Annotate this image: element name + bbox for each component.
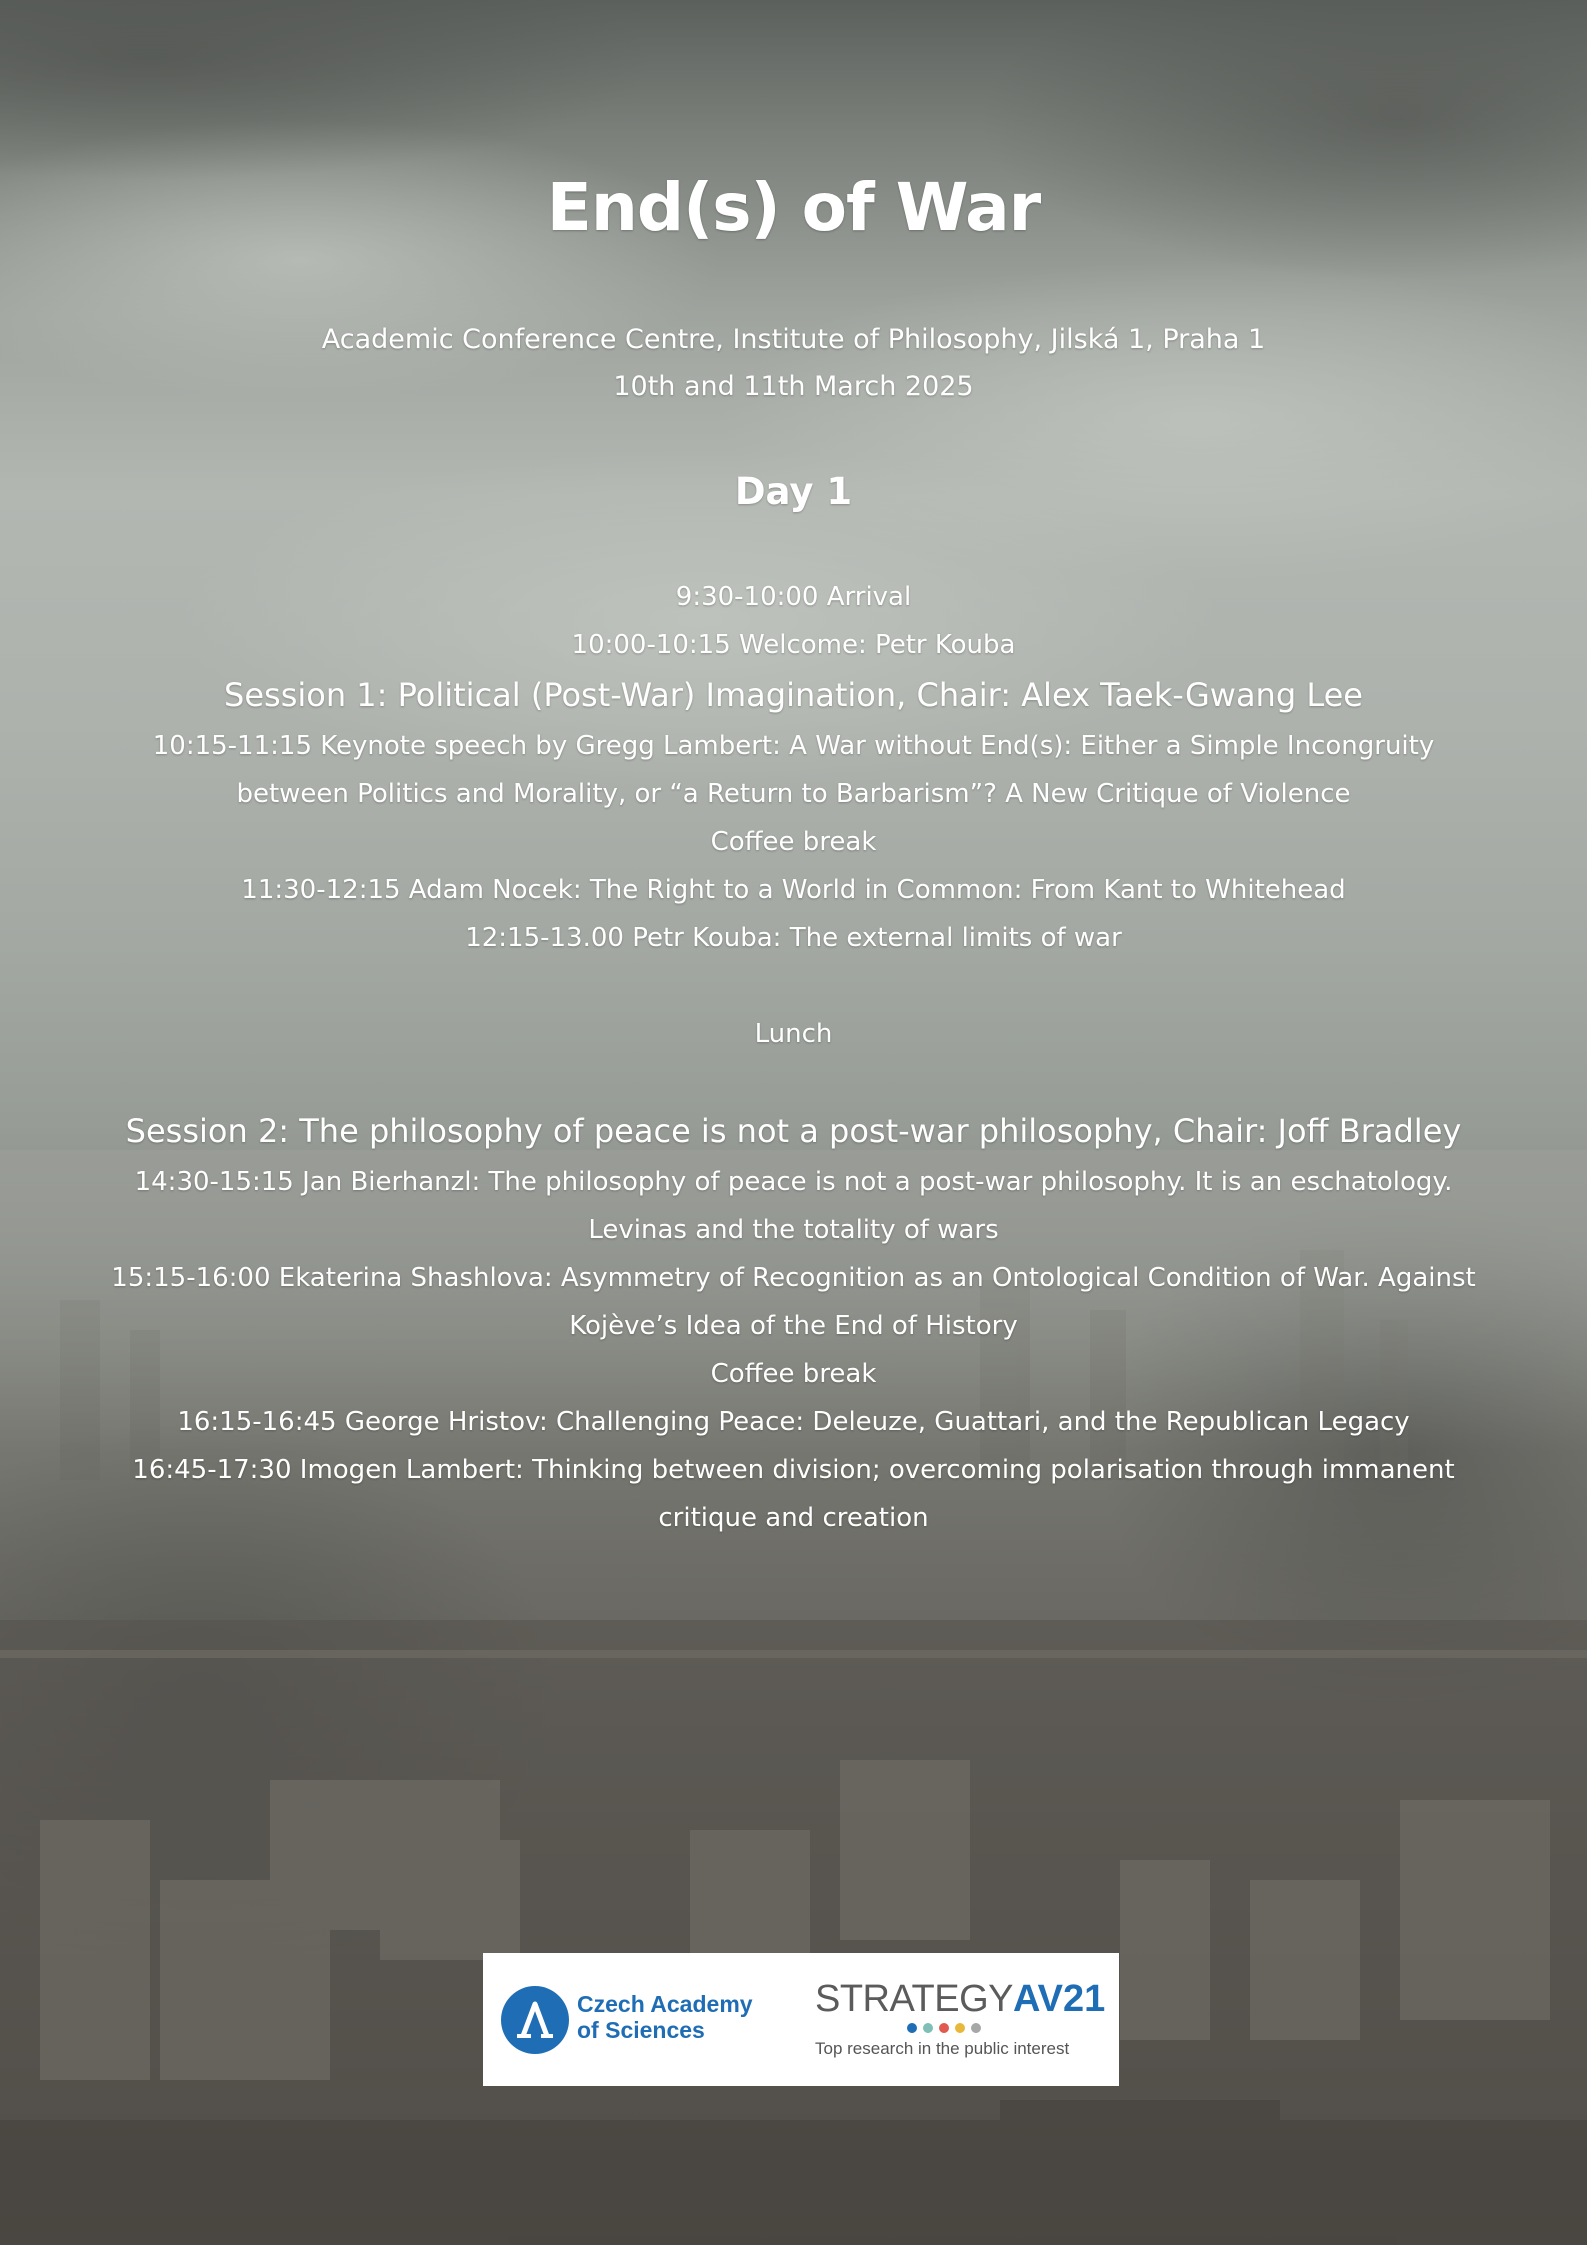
sponsor-logo-box (483, 1953, 1119, 2086)
av21-word: AV21 (1013, 1978, 1106, 2020)
program-item: 14:30-15:15 Jan Bierhanzl: The philosophy of peace is not a post-war philosophy. It is an eschatology. Levinas and the totality of wars (134, 1167, 1453, 1245)
program-list (100, 573, 1487, 1542)
strategy-dot (971, 2023, 981, 2033)
venue-text: Academic Conference Centre, Institute of Philosophy, Jilská 1, Praha 1 (321, 324, 1266, 355)
spacer (100, 962, 1487, 1010)
strategy-dot (955, 2023, 965, 2033)
program-item-welcome: 10:00-10:15 Welcome: Petr Kouba (571, 630, 1016, 660)
session-2-title: Session 2: The philosophy of peace is not a post-war philosophy, Chair: Joff Bradley (125, 1112, 1462, 1150)
czech-academy-logo-icon (501, 1986, 569, 2054)
spacer (100, 1058, 1487, 1105)
strategy-dot (907, 2023, 917, 2033)
program-item-arrival: 9:30-10:00 Arrival (675, 582, 912, 612)
page-title: End(s) of War (546, 169, 1041, 246)
czech-academy-name (577, 1991, 753, 2043)
program-item: 16:45-17:30 Imogen Lambert: Thinking between division; overcoming polarisation through immanent critique and creation (132, 1455, 1455, 1533)
program-item-lunch: Lunch (754, 1019, 833, 1049)
strategy-word: STRATEGY (815, 1978, 1013, 2020)
dates-text: 10th and 11th March 2025 (613, 371, 974, 402)
program-item-coffee-break: Coffee break (710, 1359, 877, 1389)
program-item: 10:15-11:15 Keynote speech by Gregg Lambert: A War without End(s): Either a Simple Incongruity between Politics and Morality, or “a Return to Barbarism”? A New Critique of Violence (152, 731, 1435, 809)
program-item: 11:30-12:15 Adam Nocek: The Right to a World in Common: From Kant to Whitehead (241, 875, 1346, 905)
program-item: 16:15-16:45 George Hristov: Challenging Peace: Deleuze, Guattari, and the Republican Legacy (177, 1407, 1410, 1437)
strategy-av21-logo (815, 1979, 1105, 2019)
strategy-tagline: Top research in the public interest (815, 2039, 1070, 2058)
strategy-dot (939, 2023, 949, 2033)
program-item: 12:15-13.00 Petr Kouba: The external limits of war (465, 923, 1122, 953)
czech-academy-line-1: Czech Academy (577, 1991, 753, 2017)
czech-academy-line-2: of Sciences (577, 2017, 705, 2043)
day-heading: Day 1 (734, 470, 853, 513)
session-1-title: Session 1: Political (Post-War) Imagination, Chair: Alex Taek-Gwang Lee (224, 676, 1363, 714)
strategy-dot (923, 2023, 933, 2033)
strategy-dots (907, 2023, 981, 2035)
program-item-coffee-break: Coffee break (710, 827, 877, 857)
program-item: 15:15-16:00 Ekaterina Shashlova: Asymmetry of Recognition as an Ontological Condition of War. Against Kojève’s Idea of the End of History (111, 1263, 1476, 1341)
